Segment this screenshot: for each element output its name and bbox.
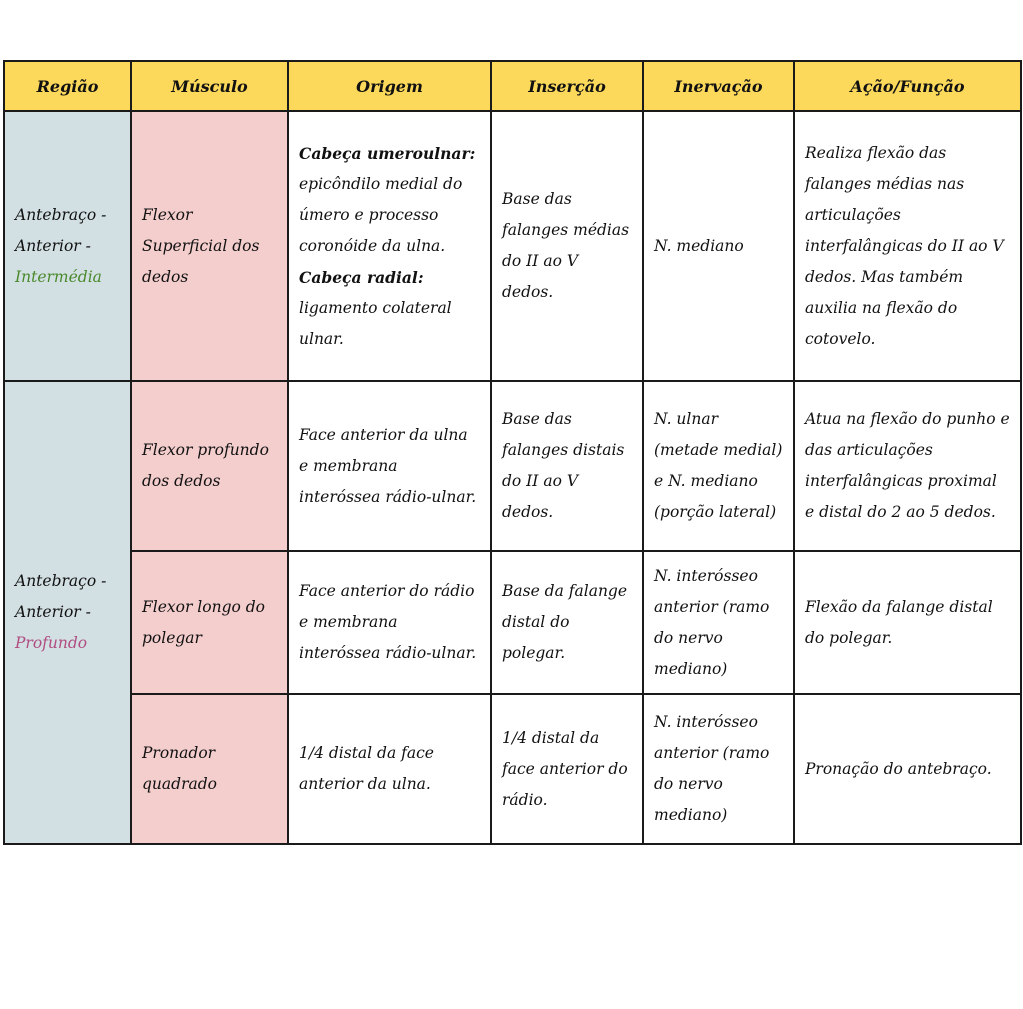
header-regiao: Região xyxy=(4,61,131,111)
region-cell-profundo xyxy=(4,381,131,844)
origem-head2-text: ligamento colateral ulnar. xyxy=(299,298,452,348)
table-row xyxy=(4,694,1021,844)
insercao-cell: Base da falange distal do polegar. xyxy=(491,551,643,694)
insercao-cell: Base das falanges médias do II ao V dedos. xyxy=(491,111,643,381)
region-cell-intermedia xyxy=(4,111,131,381)
musculo-cell: Flexor longo do polegar xyxy=(131,551,288,694)
region-accent-profundo: Profundo xyxy=(15,634,88,652)
inervacao-cell: N. mediano xyxy=(643,111,794,381)
origem-head1-text: epicôndilo medial do úmero e processo coronóide da ulna. xyxy=(299,174,463,255)
inervacao-cell: N. ulnar (metade medial) e N. mediano (porção lateral) xyxy=(643,381,794,551)
origem-head2-label: Cabeça radial: xyxy=(299,267,424,287)
acao-cell: Atua na flexão do punho e das articulações interfalângicas proximal e distal do 2 ao 5 dedos. xyxy=(794,381,1021,551)
header-origem: Origem xyxy=(288,61,491,111)
musculo-cell: Flexor Superficial dos dedos xyxy=(131,111,288,381)
origem-cell: Face anterior do rádio e membrana interóssea rádio-ulnar. xyxy=(288,551,491,694)
acao-cell: Pronação do antebraço. xyxy=(794,694,1021,844)
header-row xyxy=(4,61,1021,111)
header-inervacao: Inervação xyxy=(643,61,794,111)
musculo-cell: Flexor profundo dos dedos xyxy=(131,381,288,551)
inervacao-cell: N. interósseo anterior (ramo do nervo mediano) xyxy=(643,694,794,844)
origem-head1-label: Cabeça umeroulnar: xyxy=(299,143,476,163)
acao-cell: Realiza flexão das falanges médias nas articulações interfalângicas do II ao V dedos. Mas também auxilia na flexão do cotovelo. xyxy=(794,111,1021,381)
muscle-table xyxy=(3,60,1022,845)
origem-cell: Face anterior da ulna e membrana interóssea rádio-ulnar. xyxy=(288,381,491,551)
table-row xyxy=(4,111,1021,381)
musculo-cell: Pronador quadrado xyxy=(131,694,288,844)
region-accent-intermedia: Intermédia xyxy=(15,267,102,286)
origem-cell xyxy=(288,111,491,381)
region-line-2: Anterior - xyxy=(15,603,91,621)
header-musculo: Músculo xyxy=(131,61,288,111)
table-row xyxy=(4,551,1021,694)
acao-cell: Flexão da falange distal do polegar. xyxy=(794,551,1021,694)
region-line-1: Antebraço - xyxy=(15,205,107,224)
region-line-1: Antebraço - xyxy=(15,572,107,590)
table-row xyxy=(4,381,1021,551)
inervacao-cell: N. interósseo anterior (ramo do nervo mediano) xyxy=(643,551,794,694)
origem-cell: 1/4 distal da face anterior da ulna. xyxy=(288,694,491,844)
header-insercao: Inserção xyxy=(491,61,643,111)
region-line-2: Anterior - xyxy=(15,236,91,255)
header-acao: Ação/Função xyxy=(794,61,1021,111)
insercao-cell: Base das falanges distais do II ao V dedos. xyxy=(491,381,643,551)
insercao-cell: 1/4 distal da face anterior do rádio. xyxy=(491,694,643,844)
